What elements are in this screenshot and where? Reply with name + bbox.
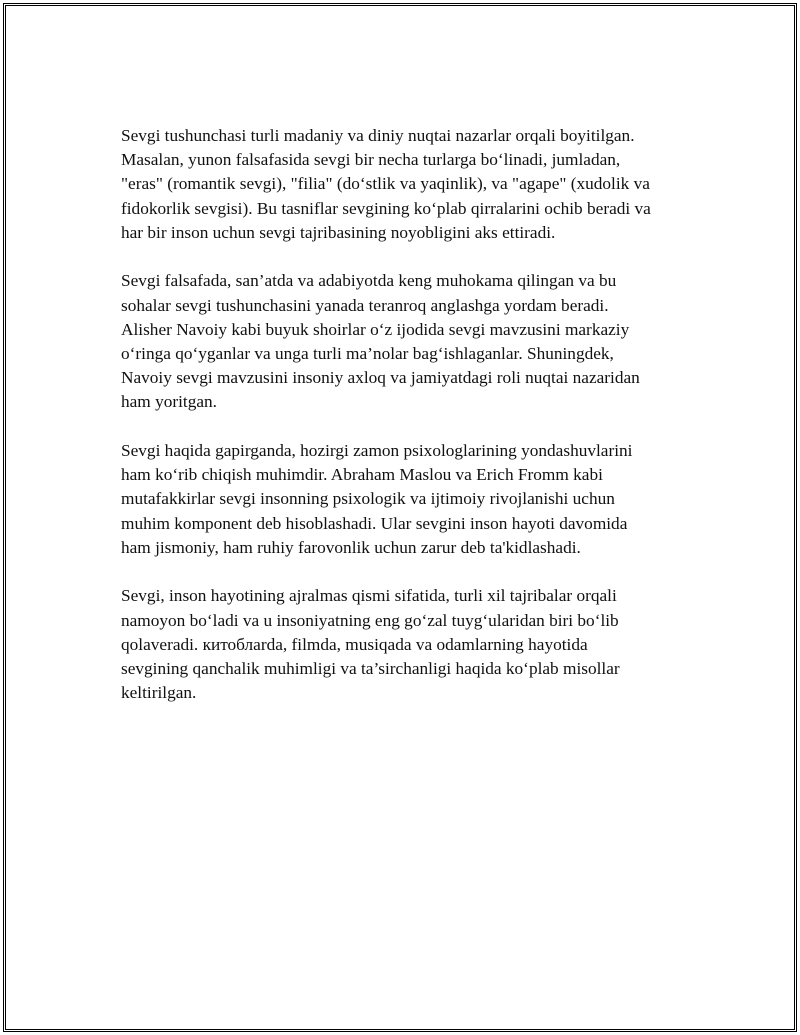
paragraph-1: Sevgi tushunchasi turli madaniy va diniy nuqtai nazarlar orqali boyitilgan. Masalan, yunon falsafasida sevgi bir necha turlarga bo‘linadi, jumladan, "eras" (romantik sevgi), "filia" (do‘stlik va yaqinlik), va "agape" (xudolik va fidokorlik sevgisi). Bu tasniflar sevgining ko‘plab qirralarini ochib beradi va har bir inson uchun sevgi tajribasining noyobligini aks ettiradi. xyxy=(121,126,651,242)
page-border xyxy=(3,3,797,1032)
document-body xyxy=(121,124,701,730)
paragraph-2: Sevgi falsafada, san’atda va adabiyotda keng muhokama qilingan va bu sohalar sevgi tushunchasini yanada teranroq anglashga yordam beradi. Alisher Navoiy kabi buyuk shoirlar o‘z ijodida sevgi mavzusini markaziy o‘ringa qo‘yganlar va unga turli ma’nolar bag‘ishlaganlar. Shuningdek, Navoiy sevgi mavzusini insoniy axloq va jamiyatdagi roli nuqtai nazaridan ham yoritgan. xyxy=(121,271,640,412)
paragraph-4: Sevgi, inson hayotining ajralmas qismi sifatida, turli xil tajribalar orqali namoyon bo‘ladi va u insoniyatning eng go‘zal tuyg‘ularidan biri bo‘lib qolaveradi. китоблarda, filmda, musiqada va odamlarning hayotida sevgining qanchalik muhimligi va ta’sirchanligi haqida ko‘plab misollar keltirilgan. xyxy=(121,586,620,703)
paragraph-3: Sevgi haqida gapirganda, hozirgi zamon psixologlarining yondashuvlarini ham ko‘rib chiqish muhimdir. Abraham Maslou va Erich Fromm kabi mutafakkirlar sevgi insonning psixologik va ijtimoiy rivojlanishi uchun muhim komponent deb hisoblashadi. Ular sevgini inson hayoti davomida ham jismoniy, ham ruhiy farovonlik uchun zarur deb ta'kidlashadi. xyxy=(121,441,633,557)
